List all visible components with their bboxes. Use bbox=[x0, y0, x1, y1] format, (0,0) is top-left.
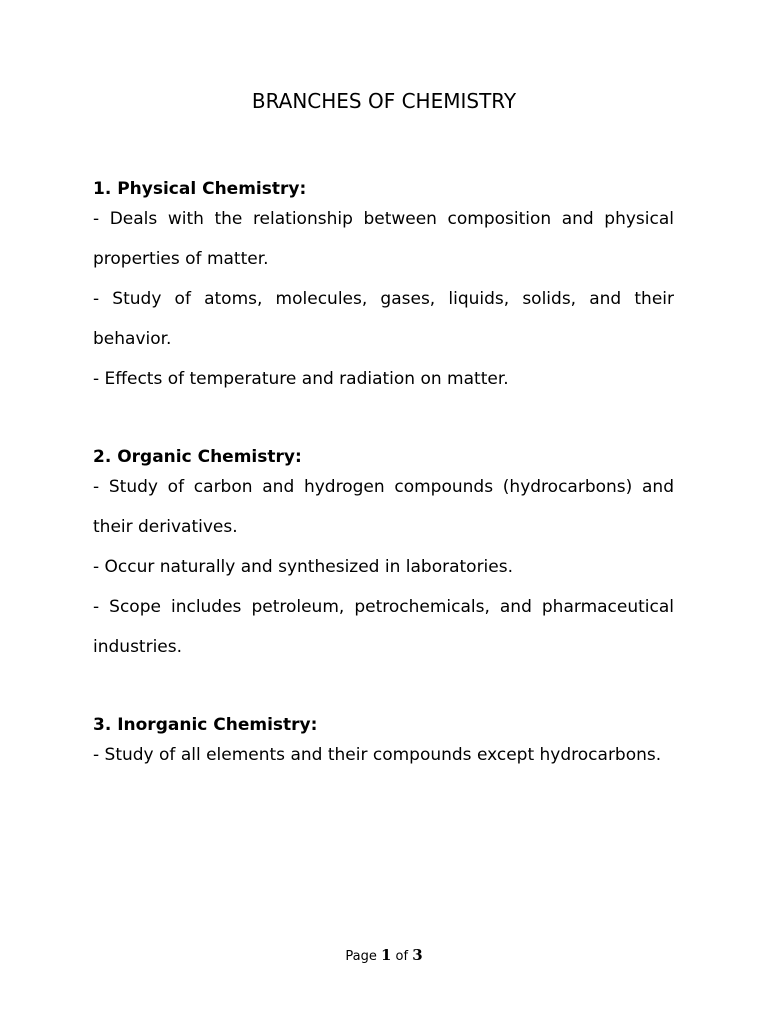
page-label: Page bbox=[345, 949, 377, 964]
bullet-point: - Study of carbon and hydrogen compounds (hydrocarbons) and their derivatives. bbox=[93, 477, 674, 537]
section-heading: 3. Inorganic Chemistry: bbox=[93, 715, 318, 735]
bullet-point: - Study of all elements and their compounds except hydrocarbons. bbox=[93, 745, 662, 765]
total-pages-number: 3 bbox=[412, 946, 423, 964]
document-title: BRANCHES OF CHEMISTRY bbox=[251, 89, 517, 113]
bullet-point: - Effects of temperature and radiation on matter. bbox=[93, 369, 509, 389]
section-organic-chemistry bbox=[93, 446, 674, 667]
document-body bbox=[93, 178, 674, 785]
bullet-point: - Occur naturally and synthesized in laboratories. bbox=[93, 557, 514, 577]
bullet-point: - Scope includes petroleum, petrochemicals, and pharmaceutical industries. bbox=[93, 597, 674, 657]
section-heading: 2. Organic Chemistry: bbox=[93, 447, 302, 467]
section-inorganic-chemistry bbox=[93, 714, 674, 775]
bullet-point: - Study of atoms, molecules, gases, liquids, solids, and their behavior. bbox=[93, 289, 674, 349]
of-label: of bbox=[395, 949, 409, 964]
bullet-point: - Deals with the relationship between composition and physical properties of matter. bbox=[93, 209, 674, 269]
section-heading: 1. Physical Chemistry: bbox=[93, 179, 307, 199]
page-footer bbox=[0, 945, 768, 967]
current-page-number: 1 bbox=[380, 946, 392, 964]
section-physical-chemistry bbox=[93, 178, 674, 399]
